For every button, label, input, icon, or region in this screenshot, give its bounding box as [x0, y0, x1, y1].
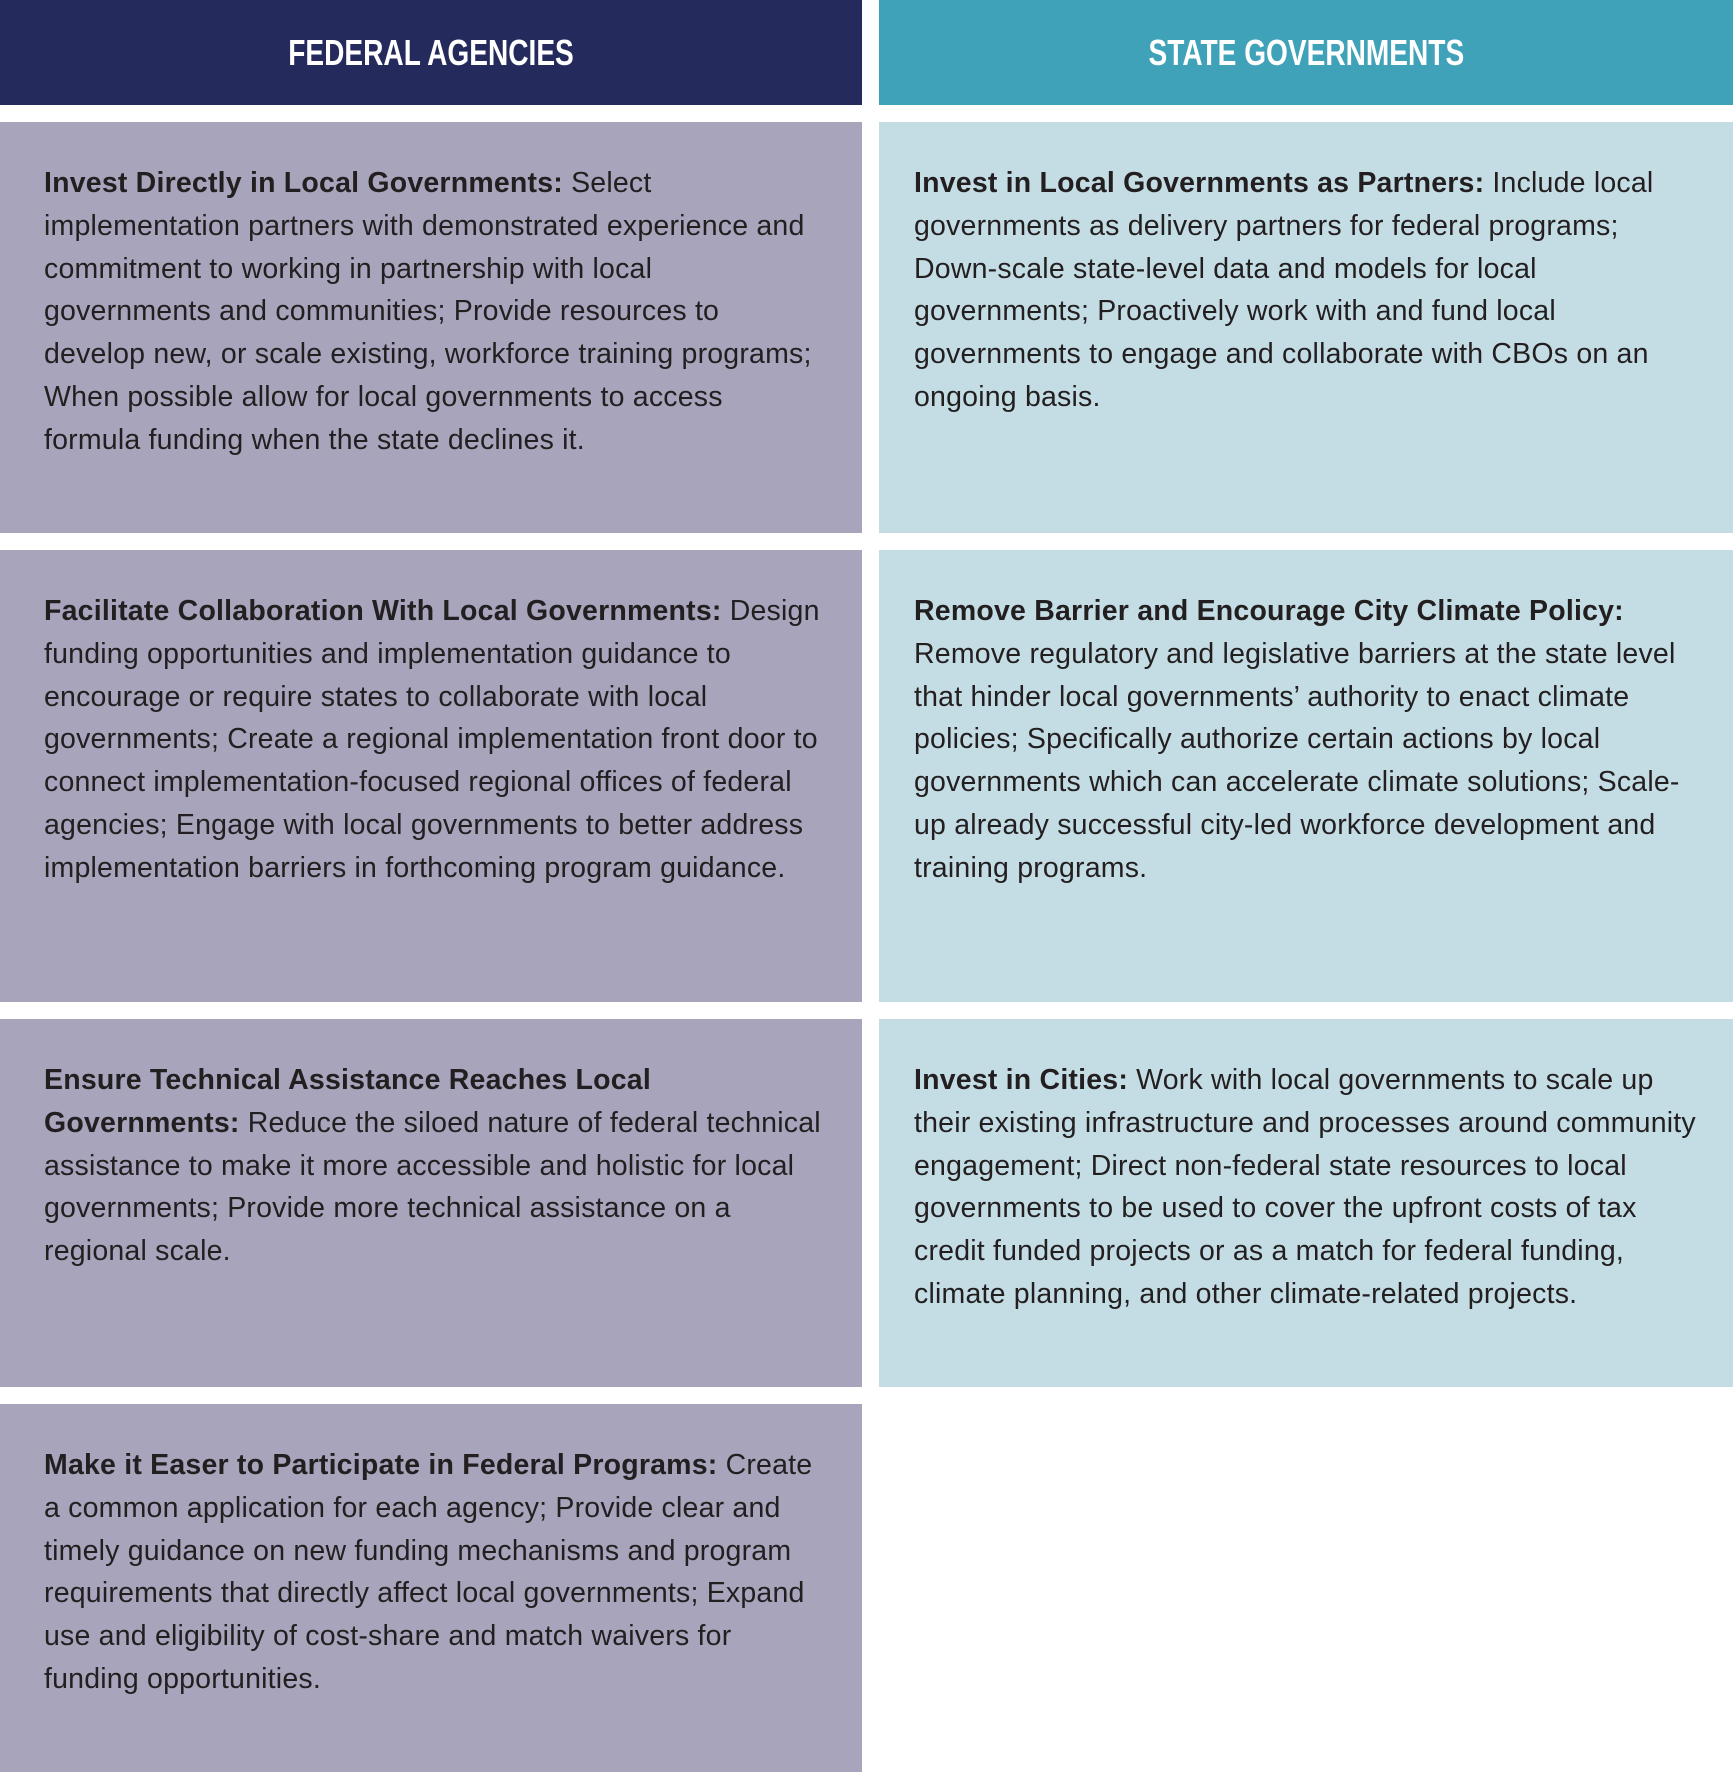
federal-agencies-header-label: FEDERAL AGENCIES — [288, 31, 574, 73]
recommendation-title: Make it Easer to Participate in Federal Programs: — [44, 1449, 718, 1481]
state-recommendation-invest-partners — [879, 122, 1733, 533]
federal-agencies-header — [0, 0, 862, 105]
state-recommendation-remove-barriers — [879, 550, 1733, 1002]
recommendation-title: Ensure Technical Assistance Reaches Local Governments: — [44, 1064, 651, 1139]
state-governments-header — [879, 0, 1733, 105]
recommendation-title: Facilitate Collaboration With Local Governments: — [44, 595, 722, 627]
recommendation-title: Remove Barrier and Encourage City Climate Policy: — [914, 595, 1624, 627]
recommendation-body: Include local governments as delivery partners for federal programs; Down-scale state-level data and models for local governments; Proactively work with and fund local governments to engage and collaborate with CBOs on an ongoing basis. — [914, 167, 1654, 413]
recommendation-body: Select implementation partners with demonstrated experience and commitment to working in partnership with local governments and communities; Provide resources to develop new, or scale existing, workforce training programs; When possible allow for local governments to access formula funding when the state declines it. — [44, 167, 812, 456]
recommendation-title: Invest Directly in Local Governments: — [44, 167, 563, 199]
recommendation-title: Invest in Cities: — [914, 1064, 1129, 1096]
federal-recommendation-facilitate-collaboration — [0, 550, 862, 1002]
state-governments-header-label: STATE GOVERNMENTS — [1148, 31, 1464, 73]
recommendation-body: Design funding opportunities and implementation guidance to encourage or require states to collaborate with local governments; Create a regional implementation front door to connect implementation-focused regional offices of federal agencies; Engage with local governments to better address implementation barriers in forthcoming program guidance. — [44, 595, 820, 884]
federal-recommendation-easier-participation — [0, 1404, 862, 1772]
recommendation-body: Remove regulatory and legislative barriers at the state level that hinder local governments’ authority to enact climate policies; Specifically authorize certain actions by local governments which can accelerate climate solutions; Scale-up already successful city-led workforce development and training programs. — [914, 637, 1680, 884]
recommendation-body: Create a common application for each agency; Provide clear and timely guidance on new funding mechanisms and program requirements that directly affect local governments; Expand use and eligibility of cost-share and match waivers for funding opportunities. — [44, 1449, 813, 1695]
recommendation-body: Reduce the siloed nature of federal technical assistance to make it more accessible and holistic for local governments; Provide more technical assistance on a regional scale. — [44, 1106, 821, 1268]
federal-recommendation-technical-assistance — [0, 1019, 862, 1387]
recommendation-title: Invest in Local Governments as Partners: — [914, 167, 1485, 199]
federal-recommendation-invest-directly — [0, 122, 862, 533]
state-recommendation-invest-cities — [879, 1019, 1733, 1387]
recommendation-body: Work with local governments to scale up their existing infrastructure and processes around community engagement; Direct non-federal state resources to local governments to be used to cover the upfront costs of tax credit funded projects or as a match for federal funding, climate planning, and other climate-related projects. — [914, 1064, 1696, 1310]
